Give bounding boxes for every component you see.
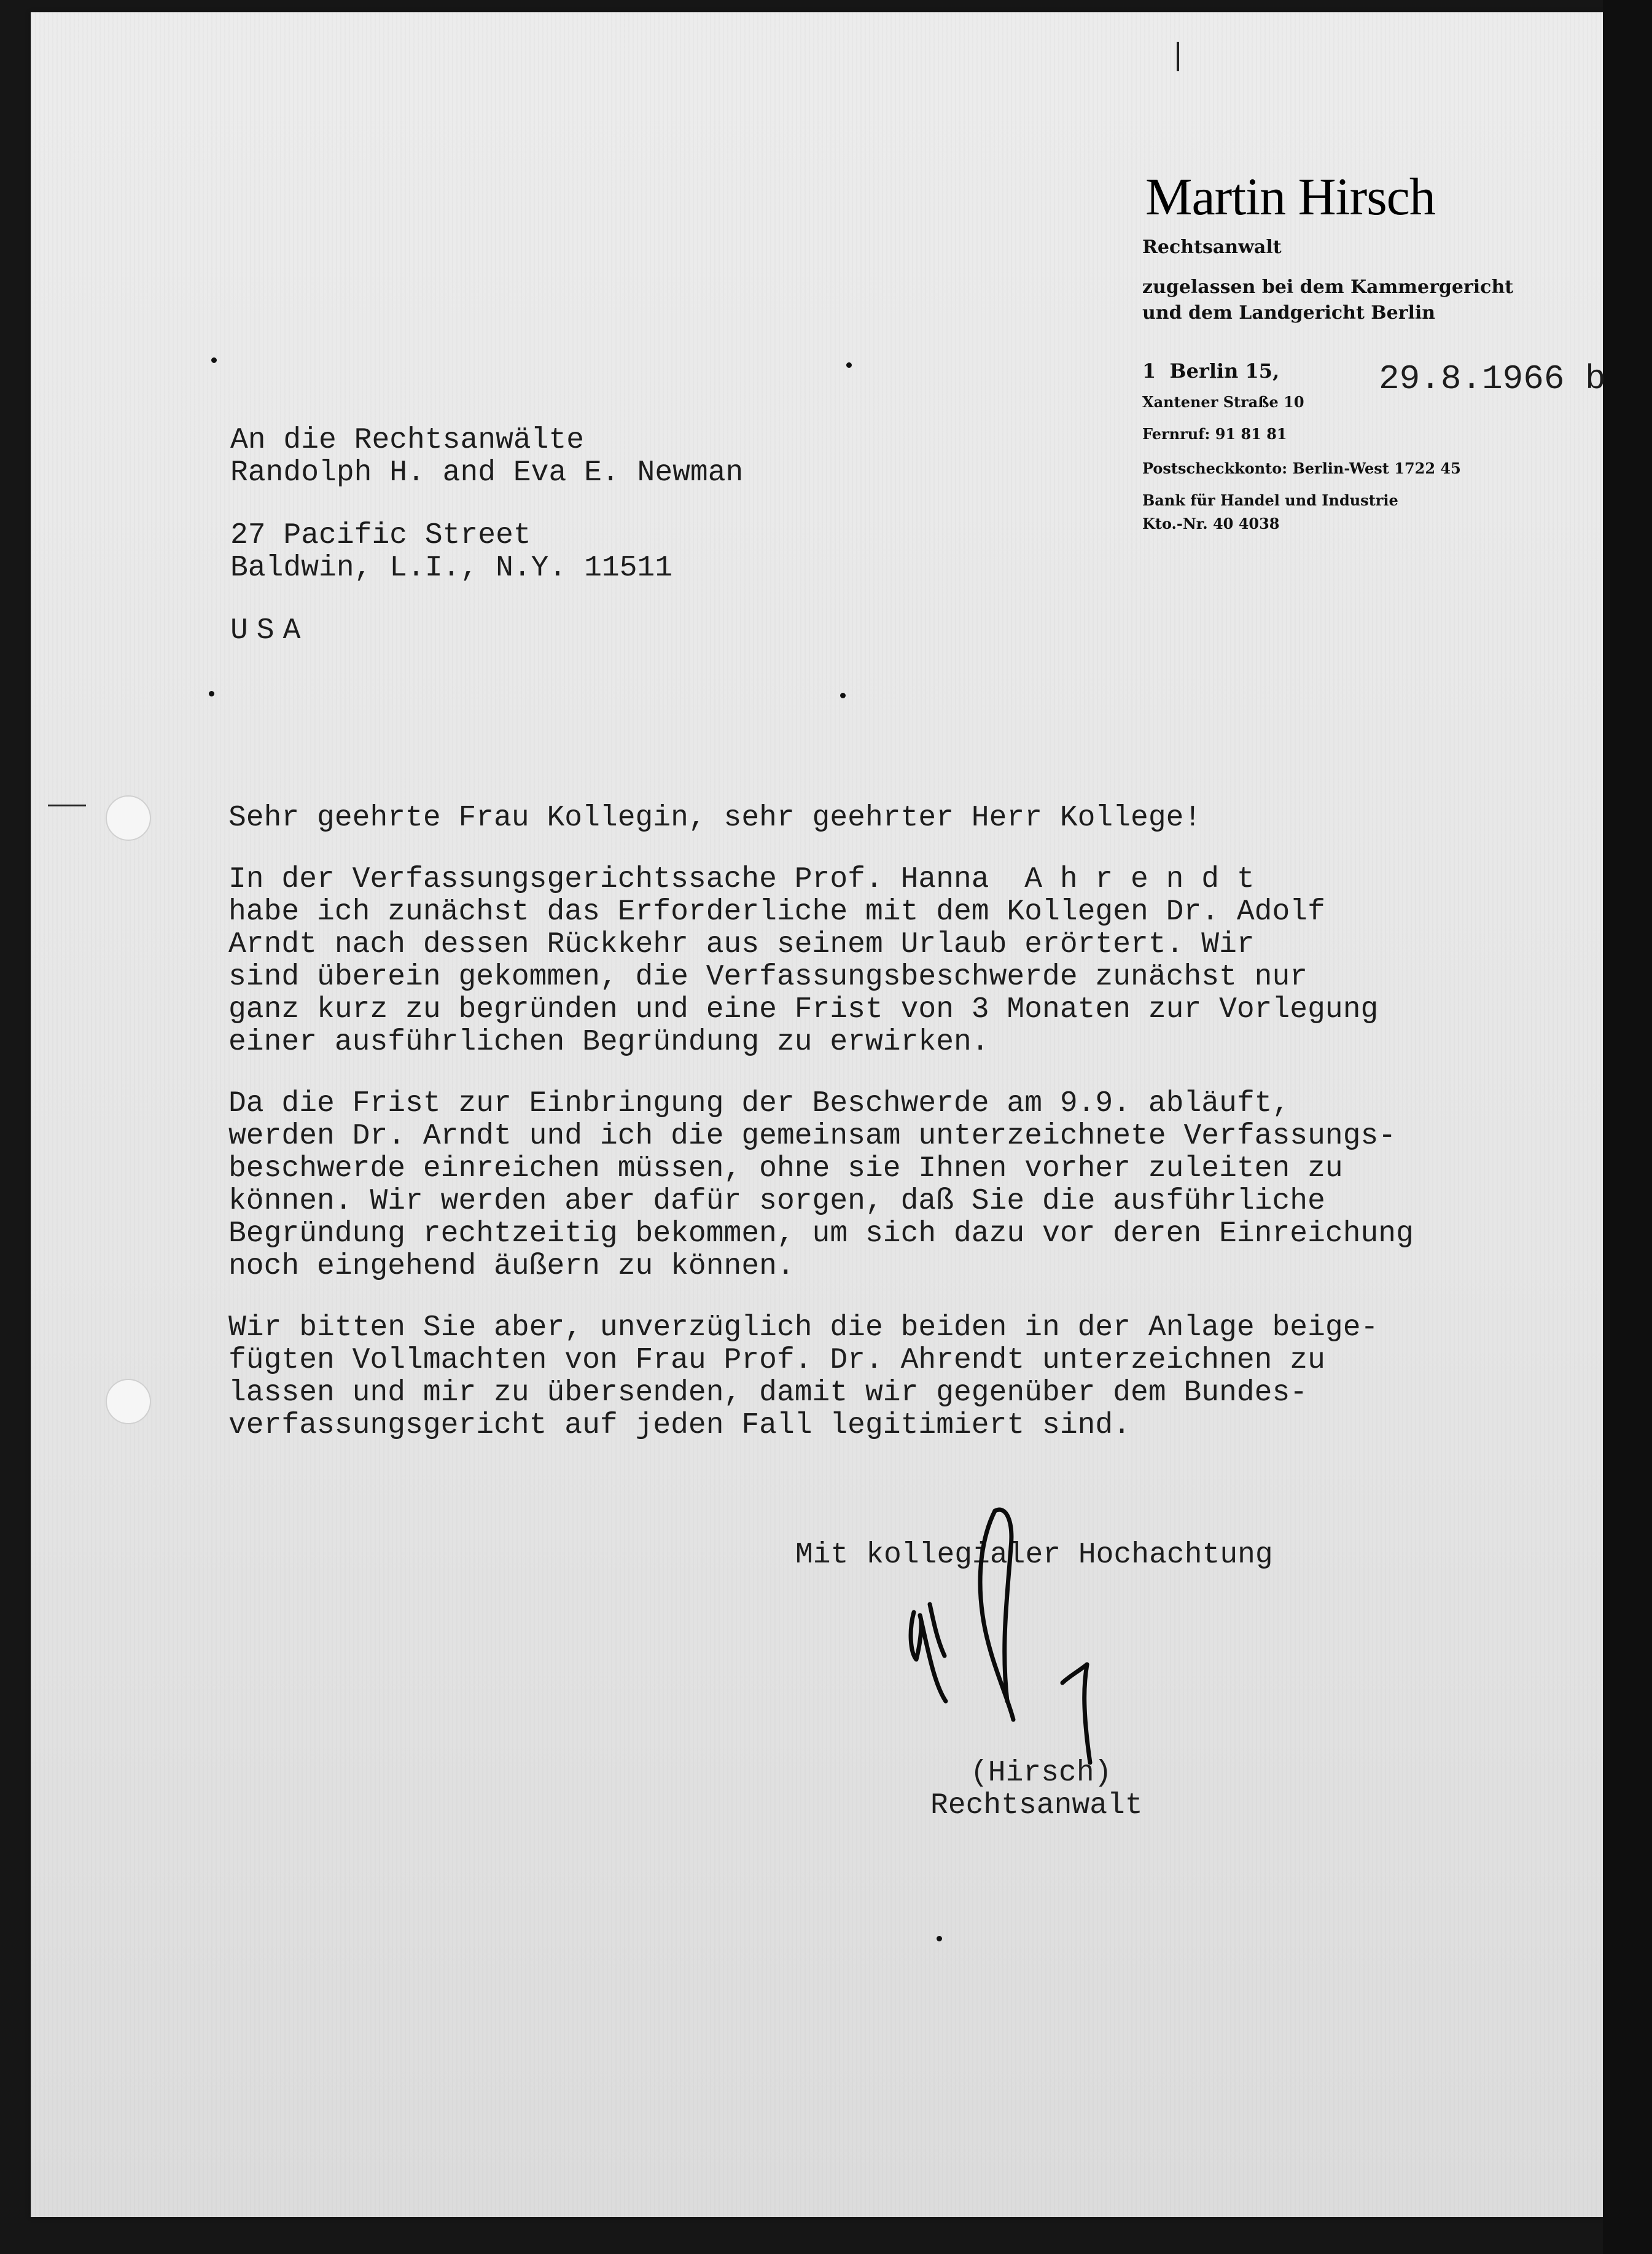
punch-hole [106, 1379, 151, 1424]
body-line: noch eingehend äußern zu können. [228, 1250, 795, 1283]
body-line: lassen und mir zu übersenden, damit wir gegenüber dem Bundes- [228, 1376, 1308, 1410]
window-corner-mark [211, 357, 217, 363]
window-corner-mark [846, 362, 852, 368]
body-line: Da die Frist zur Einbringung der Beschwerde am 9.9. abläuft, [228, 1087, 1290, 1120]
body-line: fügten Vollmachten von Frau Prof. Dr. Ahrendt unterzeichnen zu [228, 1344, 1325, 1377]
body-line: beschwerde einreichen müssen, ohne sie Ihnen vorher zuleiten zu [228, 1152, 1343, 1185]
letter-date: 29.8.1966 b [1379, 359, 1606, 399]
scan-edge [1603, 0, 1652, 2254]
body-line: Arndt nach dessen Rückkehr aus seinem Urlaub erörtert. Wir [228, 928, 1255, 961]
window-corner-mark [209, 691, 214, 696]
letterhead-name: Martin Hirsch [1145, 167, 1435, 226]
letterhead-admission: zugelassen bei dem Kammergericht [1142, 276, 1514, 298]
letterhead-admission: und dem Landgericht Berlin [1142, 302, 1436, 324]
recipient-country: USA [230, 614, 310, 647]
body-line: verfassungsgericht auf jeden Fall legitimiert sind. [228, 1409, 1131, 1442]
letterhead-phone: Fernruf: 91 81 81 [1142, 425, 1287, 443]
body-line: Begründung rechtzeitig bekommen, um sich dazu vor deren Einreichung [228, 1217, 1414, 1250]
recipient-line: Baldwin, L.I., N.Y. 11511 [230, 552, 673, 585]
recipient-line: Randolph H. and Eva E. Newman [230, 456, 744, 489]
body-line: habe ich zunächst das Erforderliche mit dem Kollegen Dr. Adolf [228, 895, 1325, 929]
page-mark [937, 1936, 942, 1941]
recipient-line: An die Rechtsanwälte [230, 424, 585, 457]
signature [884, 1499, 1142, 1775]
salutation: Sehr geehrte Frau Kollegin, sehr geehrter Herr Kollege! [228, 801, 1202, 835]
body-line: sind überein gekommen, die Verfassungsbeschwerde zunächst nur [228, 961, 1308, 994]
body-line: ganz kurz zu begründen und eine Frist von 3 Monaten zur Vorlegung [228, 993, 1379, 1026]
letterhead-account: Kto.-Nr. 40 4038 [1142, 515, 1280, 532]
body-line: In der Verfassungsgerichtssache Prof. Hanna A h r e n d t [228, 863, 1255, 896]
body-line: können. Wir werden aber dafür sorgen, daß Sie die ausführliche [228, 1185, 1325, 1218]
letterhead-title: Rechtsanwalt [1142, 236, 1282, 258]
signer-name: (Hirsch) [970, 1757, 1112, 1790]
letterhead-postcheck: Postscheckkonto: Berlin-West 1722 45 [1142, 459, 1461, 477]
fold-mark [48, 805, 86, 806]
letterhead-bank: Bank für Handel und Industrie [1142, 491, 1398, 509]
body-line: Wir bitten Sie aber, unverzüglich die beiden in der Anlage beige- [228, 1311, 1379, 1344]
fold-mark [1177, 42, 1179, 71]
punch-hole [106, 795, 151, 841]
letterhead-city: 1 Berlin 15, [1142, 359, 1280, 383]
body-line: einer ausführlichen Begründung zu erwirken. [228, 1026, 989, 1059]
closing: Mit kollegialer Hochachtung [795, 1538, 1273, 1572]
recipient-line: 27 Pacific Street [230, 519, 531, 552]
body-line: werden Dr. Arndt und ich die gemeinsam unterzeichnete Verfassungs- [228, 1120, 1397, 1153]
window-corner-mark [840, 693, 846, 698]
letterhead-street: Xantener Straße 10 [1142, 393, 1304, 411]
signer-title: Rechtsanwalt [930, 1789, 1143, 1822]
